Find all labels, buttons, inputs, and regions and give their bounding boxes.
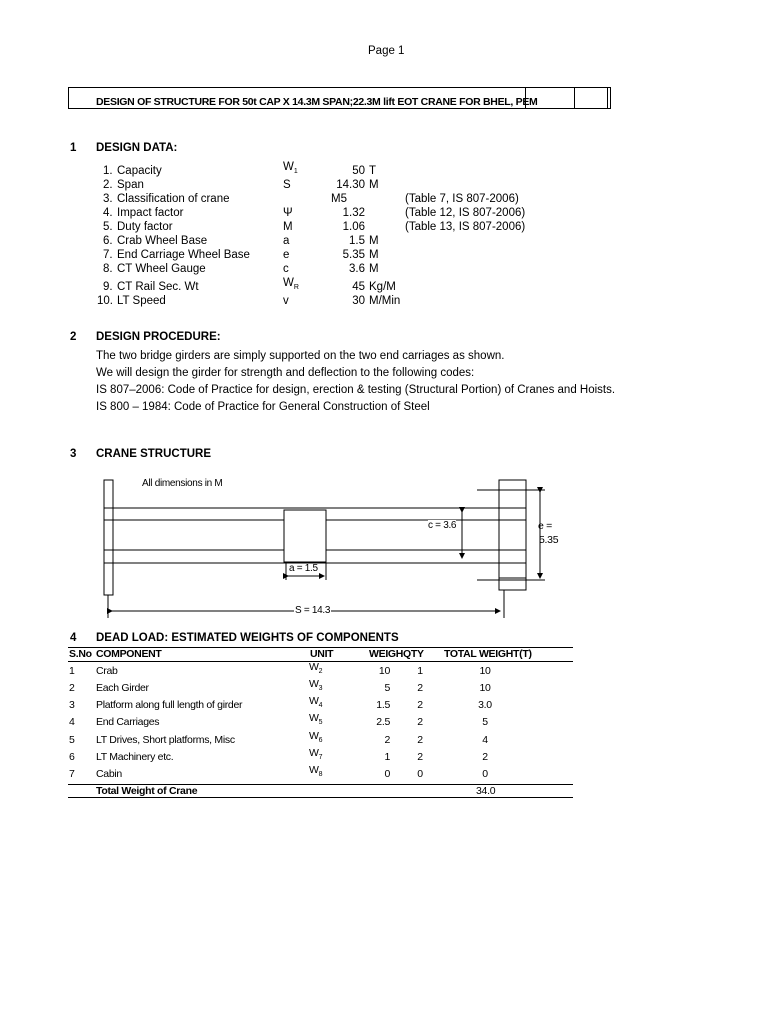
design-item-symbol (283, 277, 299, 291)
design-item-symbol (283, 207, 293, 219)
design-item-value: 1.32 (342, 207, 365, 219)
table-cell-unit (309, 747, 322, 761)
table-cell-component: Crab (96, 665, 118, 677)
unit-symbol: W (309, 695, 319, 707)
table-cell-qty: 0 (417, 768, 423, 780)
table-header-qty: QTY (403, 648, 424, 660)
design-item-value: 45 (352, 281, 365, 293)
table-cell-sno: 6 (69, 751, 75, 763)
section-heading: CRANE STRUCTURE (96, 448, 211, 460)
unit-symbol: W (309, 764, 319, 776)
design-item-label: CT Wheel Gauge (117, 263, 206, 275)
procedure-line: IS 807–2006: Code of Practice for design, erection & testing (Structural Portion) of Cranes and Hoists. (96, 384, 616, 396)
table-cell-unit (309, 764, 322, 778)
symbol-main: Ψ (283, 207, 293, 219)
design-item-label: CT Rail Sec. Wt (117, 281, 199, 293)
table-cell-qty: 2 (417, 716, 423, 728)
title-box-divider (574, 88, 575, 108)
design-item-value: 1.5 (349, 235, 365, 247)
symbol-subscript: R (293, 284, 299, 291)
design-item-unit: M/Min (369, 295, 401, 307)
table-cell-weight: 1 (384, 751, 390, 763)
symbol-main: v (283, 295, 289, 307)
section-number: 1 (70, 142, 77, 154)
design-item-value: 1.06 (342, 221, 365, 233)
section-number: 2 (70, 331, 77, 343)
design-item-value: 5.35 (342, 249, 365, 261)
table-cell-total: 2 (482, 751, 488, 763)
design-item-reference: (Table 12, IS 807-2006) (405, 207, 526, 219)
unit-symbol: W (309, 661, 319, 673)
section-number: 4 (70, 632, 77, 644)
unit-symbol: W (309, 678, 319, 690)
table-cell-qty: 2 (417, 699, 423, 711)
design-item-unit: Kg/M (369, 281, 396, 293)
procedure-line: IS 800 – 1984: Code of Practice for General Construction of Steel (96, 401, 430, 413)
unit-symbol: W (309, 747, 319, 759)
design-item-number: 7. (103, 249, 113, 261)
symbol-main: e (283, 249, 290, 261)
table-cell-component: Platform along full length of girder (96, 699, 243, 711)
unit-symbol: W (309, 712, 319, 724)
table-header-weight: WEIGH (369, 648, 404, 660)
design-item-unit: M (369, 263, 379, 275)
table-cell-component: Cabin (96, 768, 122, 780)
table-cell-qty: 2 (417, 682, 423, 694)
unit-subscript: 4 (318, 702, 323, 709)
design-item-number: 1. (103, 165, 113, 177)
design-item-value: 3.6 (349, 263, 365, 275)
table-cell-total: 10 (479, 682, 491, 694)
design-item-value: 30 (352, 295, 365, 307)
right-end-carriage (499, 480, 526, 590)
table-cell-weight: 2 (384, 734, 390, 746)
total-value: 34.0 (476, 785, 496, 797)
e-value: 5.35 (539, 534, 559, 546)
crab (284, 510, 326, 562)
design-item-unit: M (369, 235, 379, 247)
procedure-line: We will design the girder for strength and deflection to the following codes: (96, 367, 475, 379)
table-cell-sno: 5 (69, 734, 75, 746)
design-item-label: Span (117, 179, 144, 191)
design-item-label: Capacity (117, 165, 162, 177)
design-item-symbol (283, 263, 289, 275)
design-item-number: 8. (103, 263, 113, 275)
table-cell-qty: 2 (417, 751, 423, 763)
design-item-value: 50 (352, 165, 365, 177)
design-item-label: Duty factor (117, 221, 173, 233)
table-cell-component: End Carriages (96, 716, 160, 728)
section-heading: DESIGN PROCEDURE: (96, 331, 221, 343)
crane-structure-diagram (0, 470, 768, 620)
table-cell-sno: 4 (69, 716, 75, 728)
table-header-sno: S.No (69, 648, 92, 660)
table-cell-component: LT Drives, Short platforms, Misc (96, 734, 235, 746)
symbol-main: M (283, 221, 293, 233)
symbol-main: a (283, 235, 290, 247)
design-item-symbol (283, 161, 298, 175)
table-cell-weight: 2.5 (376, 716, 390, 728)
symbol-main: S (283, 179, 291, 191)
table-cell-unit (309, 695, 322, 709)
table-cell-component: Each Girder (96, 682, 149, 694)
design-item-label: Classification of crane (117, 193, 230, 205)
design-item-number: 2. (103, 179, 113, 191)
design-item-label: Crab Wheel Base (117, 235, 208, 247)
unit-subscript: 8 (318, 771, 323, 778)
symbol-main: W (283, 277, 294, 289)
table-cell-unit (309, 678, 322, 692)
document-title: DESIGN OF STRUCTURE FOR 50t CAP X 14.3M SPAN;22.3M lift EOT CRANE FOR BHEL, PEM (96, 96, 538, 108)
section-number: 3 (70, 448, 77, 460)
design-item-value: M5 (331, 193, 347, 205)
a-label: a = 1.5 (289, 563, 318, 574)
table-cell-total: 0 (482, 768, 488, 780)
table-cell-sno: 2 (69, 682, 75, 694)
unit-subscript: 3 (318, 685, 323, 692)
design-item-reference: (Table 7, IS 807-2006) (405, 193, 519, 205)
design-item-unit: T (369, 165, 377, 177)
table-cell-weight: 5 (384, 682, 390, 694)
design-item-number: 9. (103, 281, 113, 293)
table-cell-qty: 2 (417, 734, 423, 746)
table-cell-unit (309, 730, 322, 744)
design-item-value: 14.30 (336, 179, 365, 191)
left-end-carriage (104, 480, 113, 595)
c-label: c = 3.6 (428, 520, 457, 531)
table-cell-sno: 3 (69, 699, 75, 711)
symbol-main: W (283, 161, 294, 173)
table-header-unit: UNIT (310, 648, 334, 660)
unit-symbol: W (309, 730, 319, 742)
table-cell-total: 5 (482, 716, 488, 728)
unit-subscript: 5 (318, 719, 323, 726)
procedure-line: The two bridge girders are simply supported on the two end carriages as shown. (96, 350, 505, 362)
design-item-unit: M (369, 179, 379, 191)
design-item-label: End Carriage Wheel Base (117, 249, 250, 261)
symbol-main: c (283, 263, 289, 275)
design-item-symbol (283, 249, 289, 261)
design-item-label: LT Speed (117, 295, 166, 307)
table-cell-total: 10 (479, 665, 491, 677)
s-label: S = 14.3 (295, 605, 331, 616)
table-header-component: COMPONENT (96, 648, 162, 660)
design-item-symbol (283, 295, 289, 307)
table-cell-weight: 10 (378, 665, 390, 677)
total-label: Total Weight of Crane (96, 785, 198, 797)
title-box-divider (607, 88, 608, 108)
table-cell-unit (309, 712, 322, 726)
table-cell-component: LT Machinery etc. (96, 751, 174, 763)
table-cell-weight: 1.5 (376, 699, 390, 711)
diagram-note: All dimensions in M (142, 478, 223, 489)
design-item-number: 4. (103, 207, 113, 219)
design-item-symbol (283, 235, 289, 247)
e-label: e = (538, 520, 552, 532)
table-cell-sno: 1 (69, 665, 75, 677)
table-cell-total: 4 (482, 734, 488, 746)
design-item-unit: M (369, 249, 379, 261)
design-item-symbol (283, 179, 291, 191)
section-heading: DEAD LOAD: ESTIMATED WEIGHTS OF COMPONENTS (96, 632, 399, 644)
table-cell-unit (309, 661, 322, 675)
table-cell-qty: 1 (417, 665, 423, 677)
page-number: Page 1 (368, 45, 405, 57)
design-item-number: 5. (103, 221, 113, 233)
design-item-number: 3. (103, 193, 113, 205)
symbol-subscript: 1 (293, 168, 298, 175)
design-item-label: Impact factor (117, 207, 184, 219)
design-item-number: 6. (103, 235, 113, 247)
section-heading: DESIGN DATA: (96, 142, 178, 154)
total-bottom-rule (68, 797, 573, 798)
unit-subscript: 6 (318, 737, 323, 744)
unit-subscript: 2 (318, 668, 323, 675)
table-cell-sno: 7 (69, 768, 75, 780)
design-item-symbol (283, 221, 293, 233)
design-item-number: 10. (97, 295, 113, 307)
table-header-total: TOTAL WEIGHT(T) (444, 648, 532, 660)
unit-subscript: 7 (318, 754, 323, 761)
design-item-reference: (Table 13, IS 807-2006) (405, 221, 526, 233)
table-cell-weight: 0 (384, 768, 390, 780)
table-cell-total: 3.0 (478, 699, 492, 711)
